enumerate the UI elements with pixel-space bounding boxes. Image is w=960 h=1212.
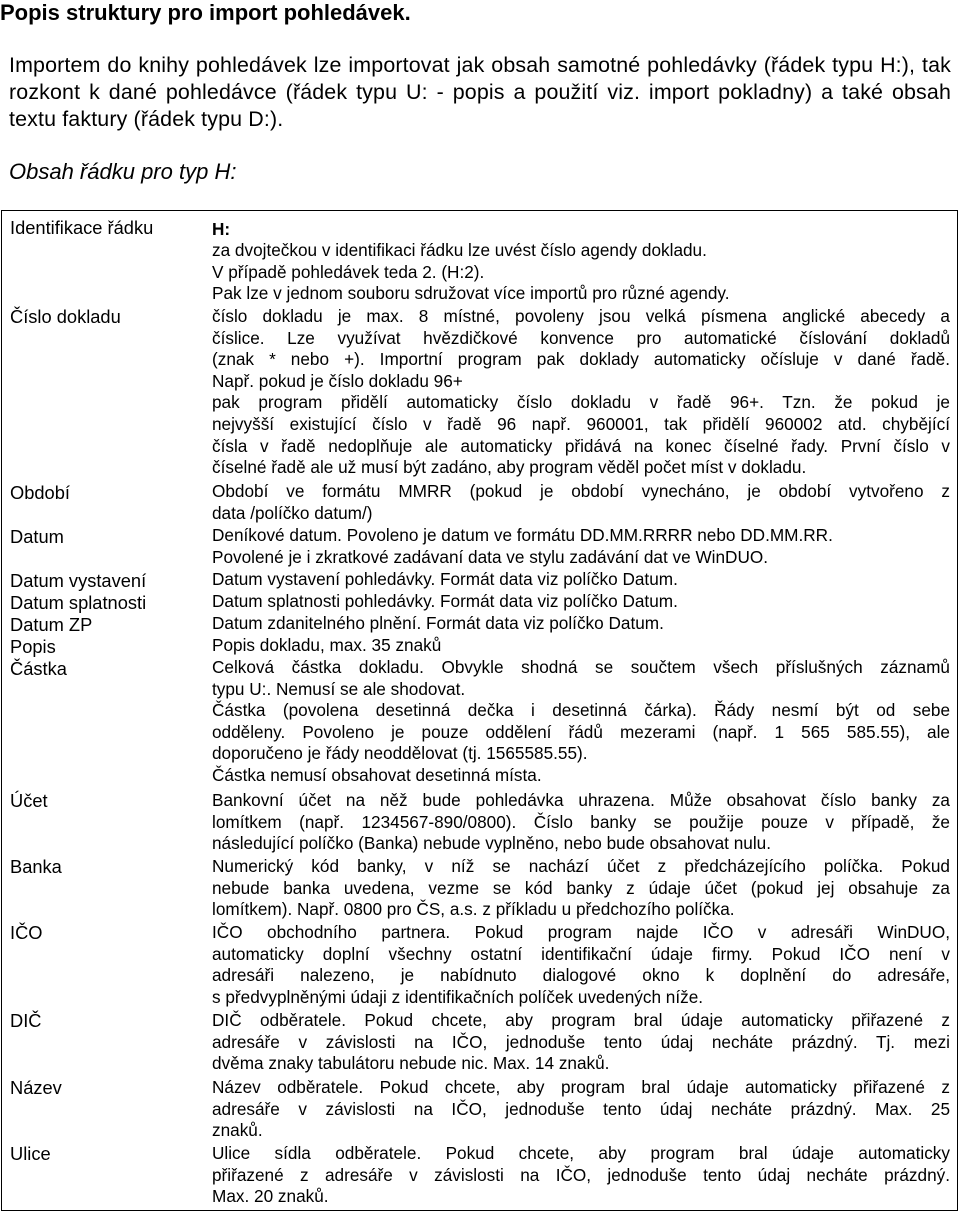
desc-nazev: Název odběratele. Pokud chcete, aby program bral údaje automaticky přiřazené z adresáře v závislosti na IČO, jednoduše tento údaj necháte prázdný. Max. 25 znaků. [212, 1077, 950, 1141]
desc-cislo-dokladu: číslo dokladu je max. 8 místné, povoleny jsou velká písmena anglické abecedy a číslice. Lze využívat hvězdičkové konvence pro automatické číslování dokladů (znak * nebo +). Importní program pak doklady automaticky očísluje v dané řadě. Např. pokud je číslo dokladu 96+ pak program přidělí automaticky číslo dokladu v řadě 96+. Tzn. že pokud je nejvyšší existující číslo v řadě 96 např. 960001, tak přidělí 960002 atd. chybějící čísla v řadě nedoplňuje ale automaticky přidává na konec číselné řady. První číslo v číselné řadě ale už musí být zadáno, aby program věděl počet míst v dokladu. [212, 306, 950, 478]
section-title: Obsah řádku pro typ H: [9, 159, 237, 184]
label-ico: IČO [10, 922, 43, 943]
label-datum-zp: Datum ZP [10, 614, 93, 635]
desc-ucet: Bankovní účet na něž bude pohledávka uhrazena. Může obsahovat číslo banky za lomítkem (např. 1234567-890/0800). Číslo banky se použije pouze v případě, že následující políčko (Banka) nebude vyplněno, nebo bude obsahovat nulu. [212, 790, 950, 854]
label-identifikace-radku: Identifikace řádku [10, 217, 154, 238]
desc-dic: DIČ odběratele. Pokud chcete, aby program bral údaje automaticky přiřazené z adresáře v závislosti na IČO, jednoduše tento údaj necháte prázdný. Tj. mezi dvěma znaky tabulátoru nebude nic. Max. 14 znaků. [212, 1010, 950, 1074]
intro-paragraph: Importem do knihy pohledávek lze importovat jak obsah samotné pohledávky (řádek typu H:), tak rozkont k dané pohledávce (řádek typu U: - popis a použití viz. import pokladny) a také obsah textu faktury (řádek typu D:). [9, 53, 951, 131]
label-datum: Datum [10, 526, 64, 547]
label-castka: Částka [10, 658, 67, 679]
label-cislo-dokladu: Číslo dokladu [10, 306, 121, 327]
label-dic: DIČ [10, 1010, 42, 1031]
desc-identifikace-radku: za dvojtečkou v identifikaci řádku lze uvést číslo agendy dokladu. V případě pohledávek teda 2. (H:2). Pak lze v jednom souboru sdružovat více importů pro různé agendy. [212, 240, 730, 304]
label-ucet: Účet [10, 790, 48, 811]
desc-popis: Popis dokladu, max. 35 znaků [212, 635, 442, 655]
label-datum-vystaveni: Datum vystavení [10, 570, 147, 591]
desc-datum-zp: Datum zdanitelného plnění. Formát data viz políčko Datum. [212, 613, 664, 633]
desc-identifikace-head: H: [212, 219, 231, 239]
document-title: Popis struktury pro import pohledávek. [0, 0, 411, 25]
desc-castka: Celková částka dokladu. Obvykle shodná se součtem všech příslušných záznamů typu U:. Nemusí se ale shodovat. Částka (povolena desetinná dečka i desetinná čárka). Řády nesmí být od sebe odděleny. Povoleno je pouze oddělení řádů mezerami (např. 1 565 585.55), ale doporučeno je řády neoddělovat (tj. 1565585.55). Částka nemusí obsahovat desetinná místa. [212, 657, 950, 785]
desc-ulice: Ulice sídla odběratele. Pokud chcete, aby program bral údaje automaticky přiřazené z adresáře v závislosti na IČO, jednoduše tento údaj necháte prázdný. Max. 20 znaků. [212, 1143, 950, 1207]
desc-datum-vystaveni: Datum vystavení pohledávky. Formát data viz políčko Datum. [212, 569, 678, 589]
label-ulice: Ulice [10, 1143, 51, 1164]
desc-obdobi: Období ve formátu MMRR (pokud je období vynecháno, je období vytvořeno z data /políčko datum/) [212, 481, 950, 523]
label-nazev: Název [10, 1077, 62, 1098]
desc-banka: Numerický kód banky, v níž se nachází účet z předcházejícího políčka. Pokud nebude banka uvedena, vezme se kód banky z údaje účet (pokud jej obsahuje za lomítkem). Např. 0800 pro ČS, a.s. z příkladu u předchozího políčka. [212, 856, 950, 920]
label-datum-splatnosti: Datum splatnosti [10, 592, 147, 613]
label-popis: Popis [10, 636, 56, 657]
desc-ico: IČO obchodního partnera. Pokud program najde IČO v adresáři WinDUO, automaticky doplní všechny ostatní identifikační údaje firmy. Pokud IČO není v adresáři nalezeno, je nabídnuto dialogové okno k doplnění do adresáře, s předvyplněnými údaji z identifikačních políček uvedených níže. [212, 922, 950, 1007]
desc-datum-splatnosti: Datum splatnosti pohledávky. Formát data viz políčko Datum. [212, 591, 678, 611]
label-banka: Banka [10, 856, 62, 877]
desc-datum: Deníkové datum. Povoleno je datum ve formátu DD.MM.RRRR nebo DD.MM.RR. Povolené je i zkratkové zadávaní data ve stylu zadávání dat ve WinDUO. [212, 525, 833, 567]
label-obdobi: Období [10, 482, 70, 503]
